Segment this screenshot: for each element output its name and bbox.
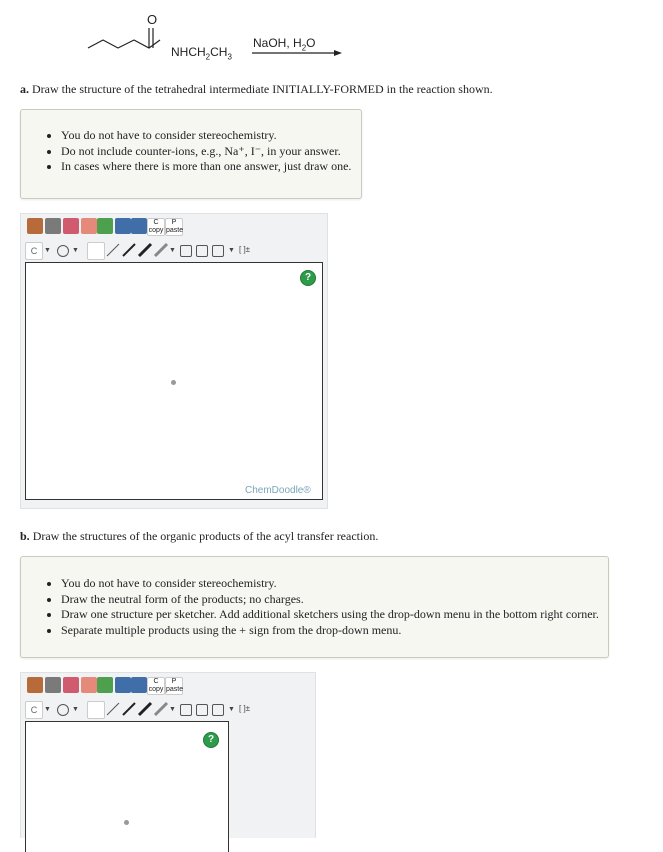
dropdown-arrow-icon[interactable]: ▼	[228, 706, 235, 713]
zoom-out-icon[interactable]	[131, 218, 147, 234]
hash-bond-icon[interactable]	[137, 701, 153, 717]
zoom-in-icon[interactable]	[115, 218, 131, 234]
dropdown-arrow-icon[interactable]: ▼	[44, 247, 51, 254]
hint-box-b	[20, 556, 609, 658]
hint-item: • Draw the neutral form of the products; no charges.	[61, 592, 608, 608]
toolbar-row-1	[21, 218, 327, 238]
cyclopentane-icon[interactable]	[212, 704, 224, 716]
dropdown-arrow-icon[interactable]: ▼	[72, 706, 79, 713]
undo-icon[interactable]	[81, 677, 97, 693]
undo-icon[interactable]	[81, 218, 97, 234]
toolbar-row-2	[21, 701, 315, 721]
lasso-icon[interactable]	[45, 677, 61, 693]
bold-bond-icon[interactable]	[153, 242, 169, 258]
hint-item: • You do not have to consider stereochemistry.	[61, 576, 608, 592]
hint-item: • Do not include counter-ions, e.g., Na⁺, I⁻, in your answer.	[61, 144, 361, 160]
amide-group-label: $NHCH_2CH_3$	[171, 45, 232, 62]
bracket-button[interactable]: [ ]±	[239, 704, 251, 713]
carbonyl-oxygen-label: O	[147, 12, 158, 27]
question-a: a. Draw the structure of the tetrahedral intermediate INITIALLY-FORMED in the reaction shown.	[20, 82, 493, 96]
dropdown-arrow-icon[interactable]: ▼	[169, 247, 176, 254]
single-bond-icon[interactable]	[87, 242, 105, 260]
hash-bond-icon[interactable]	[137, 242, 153, 258]
toolbar-row-2	[21, 242, 327, 262]
hand-icon[interactable]	[27, 218, 43, 234]
eraser-icon[interactable]	[63, 218, 79, 234]
dropdown-arrow-icon[interactable]: ▼	[169, 706, 176, 713]
bold-bond-icon[interactable]	[153, 701, 169, 717]
question-b: b. Draw the structures of the organic products of the acyl transfer reaction.	[20, 529, 379, 543]
atom-label-button[interactable]: C	[25, 701, 43, 719]
chemdoodle-watermark: ChemDoodle®	[245, 485, 311, 496]
double-bond-icon[interactable]	[105, 701, 121, 717]
help-icon[interactable]: ?	[300, 270, 316, 286]
wedge-bond-icon[interactable]	[121, 242, 137, 258]
eraser-icon[interactable]	[63, 677, 79, 693]
drawing-canvas-b[interactable]	[25, 721, 229, 852]
atom-label-button[interactable]: C	[25, 242, 43, 260]
hint-list-a	[21, 128, 361, 175]
butanamide-structure	[0, 0, 663, 75]
hint-item: • In cases where there is more than one answer, just draw one.	[61, 159, 361, 175]
reagent-label: NaOH, $H_2O$	[253, 36, 316, 53]
hint-item: • You do not have to consider stereochemistry.	[61, 128, 361, 144]
chemdoodle-sketcher-b	[20, 672, 316, 838]
copy-button[interactable]: C copy	[148, 678, 164, 693]
benzene-icon[interactable]	[196, 704, 208, 716]
cyclopentane-icon[interactable]	[212, 245, 224, 257]
single-bond-icon[interactable]	[87, 701, 105, 719]
paste-button[interactable]: P paste	[166, 678, 184, 693]
hint-list-b	[21, 576, 608, 638]
redo-icon[interactable]	[97, 677, 113, 693]
charge-plus-icon[interactable]	[57, 704, 69, 716]
double-bond-icon[interactable]	[105, 242, 121, 258]
hint-box-a	[20, 109, 362, 199]
hint-item: • Separate multiple products using the + sign from the drop-down menu.	[61, 623, 608, 639]
canvas-center-dot	[171, 380, 176, 385]
reaction-scheme	[0, 0, 663, 75]
hand-icon[interactable]	[27, 677, 43, 693]
toolbar-row-1	[21, 677, 315, 697]
dropdown-arrow-icon[interactable]: ▼	[228, 247, 235, 254]
canvas-center-dot	[124, 820, 129, 825]
cyclohexane-icon[interactable]	[180, 704, 192, 716]
lasso-icon[interactable]	[45, 218, 61, 234]
zoom-in-icon[interactable]	[115, 677, 131, 693]
drawing-canvas-a[interactable]	[25, 262, 323, 500]
dropdown-arrow-icon[interactable]: ▼	[44, 706, 51, 713]
reaction-arrow	[334, 50, 342, 56]
paste-button[interactable]: P paste	[166, 219, 184, 234]
benzene-icon[interactable]	[196, 245, 208, 257]
cyclohexane-icon[interactable]	[180, 245, 192, 257]
chemdoodle-sketcher-a	[20, 213, 328, 509]
charge-plus-icon[interactable]	[57, 245, 69, 257]
copy-button[interactable]: C copy	[148, 219, 164, 234]
bracket-button[interactable]: [ ]±	[239, 245, 251, 254]
zoom-out-icon[interactable]	[131, 677, 147, 693]
dropdown-arrow-icon[interactable]: ▼	[72, 247, 79, 254]
help-icon[interactable]: ?	[203, 732, 219, 748]
redo-icon[interactable]	[97, 218, 113, 234]
wedge-bond-icon[interactable]	[121, 701, 137, 717]
hint-item: • Draw one structure per sketcher. Add additional sketchers using the drop-down menu in the bottom right corner.	[61, 607, 608, 623]
